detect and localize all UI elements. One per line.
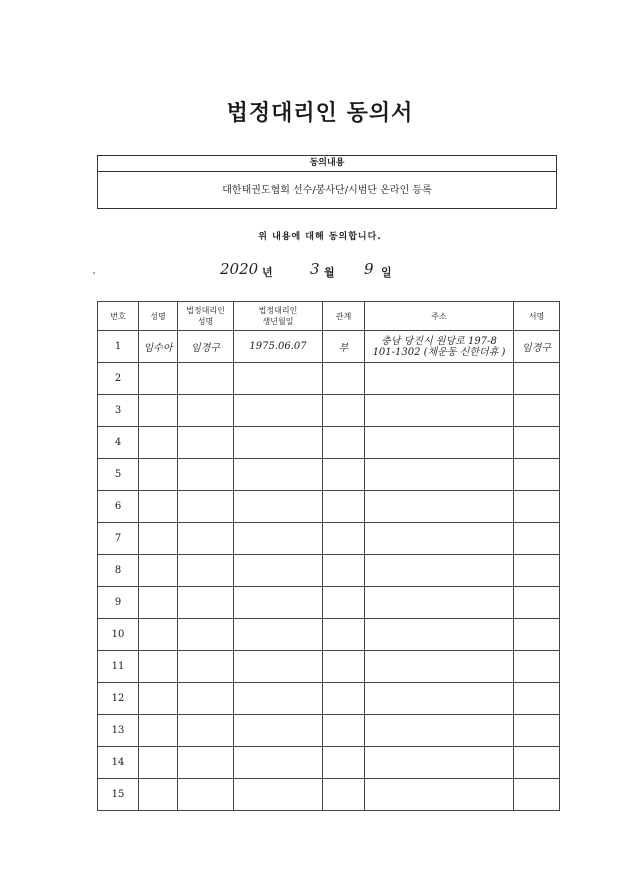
row-number-cell: 1 xyxy=(98,331,139,363)
address-line-2: 101-1302 (채운동 신한더휴 ) xyxy=(372,346,506,358)
relation-cell xyxy=(323,459,365,491)
guardian-birthdate-cell xyxy=(234,715,323,747)
consent-header: 동의내용 xyxy=(98,156,556,172)
guardian-birthdate-cell xyxy=(234,619,323,651)
signature-cell xyxy=(514,363,560,395)
header-guardian-name-line1: 법정대리인 xyxy=(186,306,225,315)
student-name-cell xyxy=(139,715,178,747)
agreement-statement: 위 내용에 대해 동의합니다. xyxy=(258,232,382,242)
guardian-name-cell xyxy=(178,587,234,619)
relation-cell xyxy=(323,587,365,619)
relation-cell xyxy=(323,363,365,395)
guardian-name-cell xyxy=(178,523,234,555)
row-number-cell: 4 xyxy=(98,427,139,459)
guardian-name-cell xyxy=(178,779,234,811)
header-guardian-birth-line2: 생년월일 xyxy=(262,317,294,326)
row-number-cell: 8 xyxy=(98,555,139,587)
guardian-birthdate-cell xyxy=(234,523,323,555)
student-name-cell xyxy=(139,523,178,555)
address-line-1: 충남 당진시 원당로 197-8 xyxy=(381,335,497,347)
table-row xyxy=(98,459,560,491)
guardian-name-cell xyxy=(178,427,234,459)
student-name-cell xyxy=(139,651,178,683)
table-row xyxy=(98,395,560,427)
signature-cell xyxy=(514,779,560,811)
signature-cell xyxy=(514,459,560,491)
relation-cell xyxy=(323,715,365,747)
row-number-cell: 3 xyxy=(98,395,139,427)
date-month-unit: 월 xyxy=(324,266,335,279)
table-header-row xyxy=(98,302,560,331)
table-row xyxy=(98,651,560,683)
address-cell xyxy=(365,363,514,395)
signature-cell xyxy=(514,555,560,587)
table-row xyxy=(98,363,560,395)
student-name-cell xyxy=(139,427,178,459)
student-name-cell xyxy=(139,779,178,811)
guardian-birthdate-cell xyxy=(234,491,323,523)
relation-cell xyxy=(323,427,365,459)
address-cell xyxy=(365,651,514,683)
address-cell xyxy=(365,395,514,427)
address-cell xyxy=(365,683,514,715)
header-guardian-name-line2: 성명 xyxy=(197,317,214,326)
signature-cell xyxy=(514,747,560,779)
relation-cell: 부 xyxy=(323,331,365,363)
student-name-cell xyxy=(139,363,178,395)
row-number-cell: 11 xyxy=(98,651,139,683)
signature-cell xyxy=(514,491,560,523)
signature-cell xyxy=(514,523,560,555)
row-number-cell: 2 xyxy=(98,363,139,395)
signature-cell xyxy=(514,619,560,651)
date-day: 9 xyxy=(364,260,374,278)
table-row xyxy=(98,683,560,715)
student-name-cell xyxy=(139,491,178,523)
relation-cell xyxy=(323,555,365,587)
date-line xyxy=(0,258,640,282)
table-row xyxy=(98,523,560,555)
guardian-birthdate-cell xyxy=(234,395,323,427)
table-row xyxy=(98,427,560,459)
student-name-cell xyxy=(139,395,178,427)
student-name-cell xyxy=(139,587,178,619)
guardian-name-cell xyxy=(178,363,234,395)
guardian-birthdate-cell xyxy=(234,459,323,491)
address-cell xyxy=(365,555,514,587)
date-day-unit: 일 xyxy=(381,266,392,279)
signature-cell xyxy=(514,587,560,619)
guardian-birthdate-cell xyxy=(234,427,323,459)
guardian-birthdate-cell xyxy=(234,747,323,779)
guardian-name-cell xyxy=(178,715,234,747)
header-name: 성명 xyxy=(139,302,178,331)
guardian-birthdate-cell: 1975.06.07 xyxy=(234,331,323,363)
address-cell xyxy=(365,459,514,491)
signature-cell: 임경구 xyxy=(514,331,560,363)
guardian-birthdate-cell xyxy=(234,779,323,811)
signature-cell xyxy=(514,683,560,715)
table-row xyxy=(98,779,560,811)
table-row xyxy=(98,331,560,363)
guardian-birthdate-cell xyxy=(234,683,323,715)
guardian-birthdate-cell xyxy=(234,555,323,587)
relation-cell xyxy=(323,651,365,683)
relation-cell xyxy=(323,523,365,555)
table-row xyxy=(98,555,560,587)
date-year: 2020 xyxy=(220,260,259,278)
guardian-name-cell xyxy=(178,683,234,715)
header-guardian-name xyxy=(178,302,234,331)
student-name-cell xyxy=(139,683,178,715)
guardian-name-cell xyxy=(178,555,234,587)
address-cell xyxy=(365,779,514,811)
student-name-cell xyxy=(139,747,178,779)
guardian-name-cell xyxy=(178,395,234,427)
address-cell xyxy=(365,747,514,779)
date-month: 3 xyxy=(310,260,320,278)
address-cell xyxy=(365,619,514,651)
student-name-cell xyxy=(139,555,178,587)
table-row xyxy=(98,491,560,523)
guardian-name-cell xyxy=(178,459,234,491)
relation-cell xyxy=(323,491,365,523)
page-title: 법정대리인 동의서 xyxy=(226,101,414,126)
header-guardian-birth xyxy=(234,302,323,331)
header-signature: 서명 xyxy=(514,302,560,331)
guardian-name-cell xyxy=(178,747,234,779)
guardian-name-cell xyxy=(178,619,234,651)
row-number-cell: 13 xyxy=(98,715,139,747)
header-relation: 관계 xyxy=(323,302,365,331)
row-number-cell: 10 xyxy=(98,619,139,651)
row-number-cell: 9 xyxy=(98,587,139,619)
guardian-name-cell xyxy=(178,491,234,523)
student-name-cell xyxy=(139,619,178,651)
relation-cell xyxy=(323,779,365,811)
guardian-consent-table xyxy=(97,301,560,811)
row-number-cell: 5 xyxy=(98,459,139,491)
header-guardian-birth-line1: 법정대리인 xyxy=(258,306,298,315)
address-cell xyxy=(365,491,514,523)
date-year-unit: 년 xyxy=(262,266,273,279)
student-name-cell xyxy=(139,459,178,491)
table-row xyxy=(98,747,560,779)
student-name-cell: 임수아 xyxy=(139,331,178,363)
consent-box xyxy=(97,155,557,209)
address-cell xyxy=(365,587,514,619)
row-number-cell: 14 xyxy=(98,747,139,779)
row-number-cell: 7 xyxy=(98,523,139,555)
signature-cell xyxy=(514,715,560,747)
signature-cell xyxy=(514,427,560,459)
table-row xyxy=(98,715,560,747)
relation-cell xyxy=(323,747,365,779)
relation-cell xyxy=(323,683,365,715)
address-cell xyxy=(365,427,514,459)
address-cell xyxy=(365,523,514,555)
row-number-cell: 15 xyxy=(98,779,139,811)
address-cell xyxy=(365,715,514,747)
guardian-name-cell: 임경구 xyxy=(178,331,234,363)
row-number-cell: 12 xyxy=(98,683,139,715)
signature-cell xyxy=(514,395,560,427)
guardian-birthdate-cell xyxy=(234,363,323,395)
table-row xyxy=(98,619,560,651)
guardian-name-cell xyxy=(178,651,234,683)
consent-content: 대한태권도협회 선수/봉사단/시범단 온라인 등록 xyxy=(222,185,432,196)
guardian-birthdate-cell xyxy=(234,651,323,683)
table-row xyxy=(98,587,560,619)
header-address: 주소 xyxy=(365,302,514,331)
header-no: 번호 xyxy=(98,302,139,331)
relation-cell xyxy=(323,395,365,427)
address-cell xyxy=(365,331,514,363)
signature-cell xyxy=(514,651,560,683)
guardian-birthdate-cell xyxy=(234,587,323,619)
relation-cell xyxy=(323,619,365,651)
row-number-cell: 6 xyxy=(98,491,139,523)
